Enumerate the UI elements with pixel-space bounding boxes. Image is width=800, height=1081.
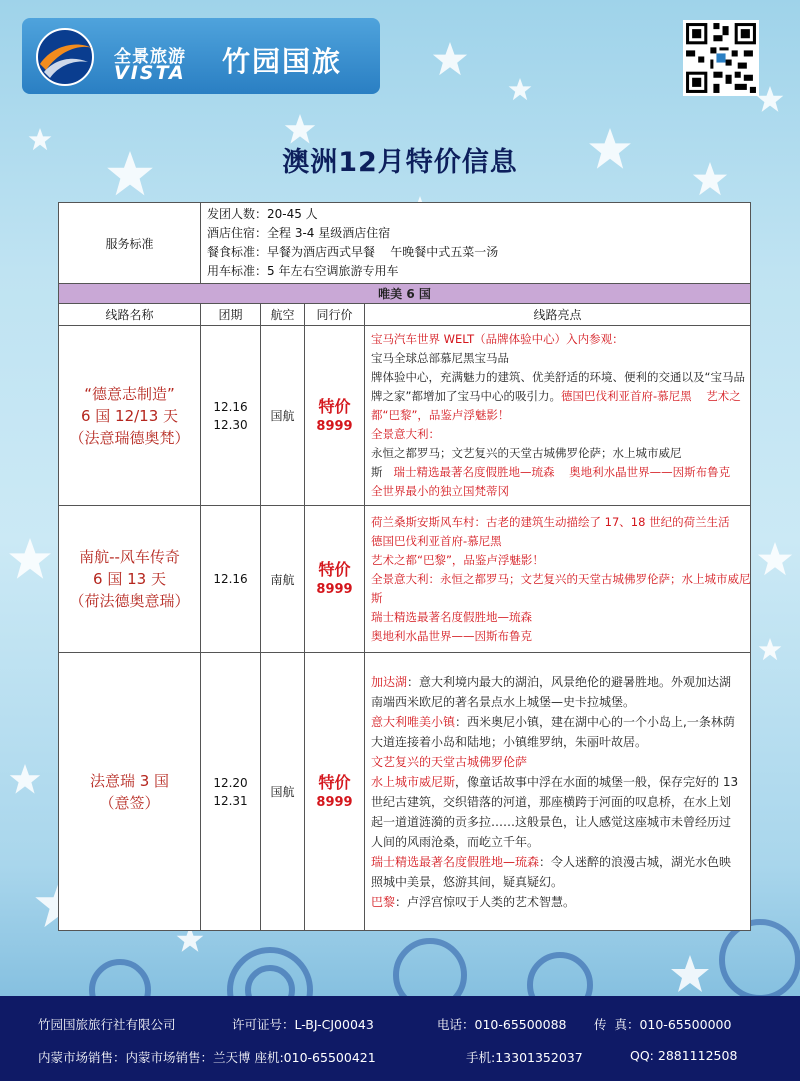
route-name <box>59 326 201 506</box>
highlight-line <box>371 551 744 570</box>
column-header-airline: 航空 <box>261 304 305 326</box>
price-label: 特价 <box>318 560 351 579</box>
highlight-text: 斯 <box>371 465 394 479</box>
highlight-text: 起一道道涟漪的贡多拉……这般景色，让人感觉这座城市未曾经历过 <box>371 814 732 829</box>
route-name-line: 法意瑞 3 国 <box>89 771 170 790</box>
table-row <box>59 653 751 931</box>
highlight-text: 德国巴伐利亚首府-慕尼黑 <box>371 533 502 548</box>
highlight-line <box>371 792 744 812</box>
highlight-text: 牌体验中心，充满魅力的建筑、优美舒适的环境、便利的交通以及“宝马品 <box>371 370 745 384</box>
highlight-text: 意大利唯美小镇 <box>371 714 456 729</box>
highlight-line <box>371 368 744 387</box>
route-name-line: 6 国 12/13 天 <box>80 406 179 425</box>
route-dates <box>201 506 261 653</box>
table-row <box>59 506 751 653</box>
route-name-line: （意签） <box>99 793 160 812</box>
route-name-line: 6 国 13 天 <box>93 570 166 588</box>
route-date: 12.30 <box>213 417 248 432</box>
highlight-text: 艺术之都“巴黎”，品鉴卢浮魅影！ <box>371 552 544 567</box>
page-title: 澳洲12月特价信息 <box>282 147 518 178</box>
highlight-line <box>371 692 744 712</box>
route-name-line: （荷法德奥意瑞） <box>69 592 190 610</box>
footer-fax: 传 真：010-65500000 <box>594 1017 732 1032</box>
globe-logo-icon <box>34 26 96 88</box>
highlight-line <box>371 672 744 692</box>
highlight-line <box>371 532 744 551</box>
route-airline: 国航 <box>261 653 305 931</box>
column-header-route: 线路名称 <box>59 304 201 326</box>
footer-company: 竹园国旅旅行社有限公司 <box>38 1017 176 1032</box>
highlight-text: ：西米奥尼小镇，建在湖中心的一个小岛上,一条林荫 <box>455 714 735 729</box>
highlight-line <box>371 608 744 627</box>
table-row <box>59 326 751 506</box>
service-standard-row <box>59 203 751 284</box>
highlight-line <box>371 463 744 482</box>
highlight-text: 牌之家”都增加了宝马中心的吸引力。 <box>371 389 561 403</box>
highlight-text: 大道连接着小岛和陆地；小镇维罗纳，朱丽叶故居。 <box>371 734 648 749</box>
highlight-line <box>371 712 744 732</box>
highlight-text: 南端西米欧尼的著名景点水上城堡—史卡拉城堡。 <box>371 694 636 709</box>
highlight-text: 全世界最小的独立国梵蒂冈 <box>371 484 509 498</box>
highlight-line <box>371 482 744 501</box>
route-price <box>305 326 365 506</box>
highlight-line <box>371 852 744 872</box>
route-airline: 南航 <box>261 506 305 653</box>
highlight-text: 全景意大利： <box>371 427 440 441</box>
column-header-dates: 团期 <box>201 304 261 326</box>
highlight-text: 水上城市威尼斯 <box>371 774 456 789</box>
service-line-group-size: 发团人数：20-45 人 <box>207 207 318 221</box>
footer-license: 许可证号：L-BJ-CJ00043 <box>232 1017 374 1032</box>
highlight-text: 斯 <box>371 590 383 605</box>
footer <box>0 996 800 1081</box>
section-header-row <box>59 284 751 304</box>
highlight-line <box>371 330 744 368</box>
price-value: 8999 <box>316 794 353 810</box>
route-airline: 国航 <box>261 326 305 506</box>
highlight-text: 巴黎 <box>371 894 396 909</box>
highlight-text: 奥地利水晶世界——因斯布鲁克 <box>371 628 532 643</box>
highlight-text: 文艺复兴的天堂古城佛罗伦萨 <box>371 754 528 769</box>
footer-phone: 电话：010-65500088 <box>437 1017 567 1032</box>
route-date: 12.31 <box>213 793 248 808</box>
brand-logo <box>22 18 380 94</box>
highlight-text: 永恒之都罗马；文艺复兴的天堂古城佛罗伦萨；水上城市威尼 <box>371 446 682 460</box>
highlight-text: 瑞士精选最著名度假胜地—琉森 <box>371 854 540 869</box>
service-line-hotel: 酒店住宿：全程 3-4 星级酒店住宿 <box>207 226 391 240</box>
highlight-line <box>371 732 744 752</box>
qr-code-icon <box>683 20 759 96</box>
highlight-text: 照城中美景，悠游其间，疑真疑幻。 <box>371 874 564 889</box>
footer-mobile: 手机:13301352037 <box>466 1050 583 1065</box>
price-label: 特价 <box>318 772 351 792</box>
section-title: 唯美 6 国 <box>59 284 751 304</box>
highlight-text: ，像童话故事中浮在水面的城堡一般，保存完好的 13 <box>455 774 739 789</box>
highlight-text: ：意大利境内最大的湖泊，风景绝伦的避暑胜地。外观加达湖 <box>407 674 732 689</box>
service-line-transport: 用车标准：5 年左右空调旅游专用车 <box>207 264 399 278</box>
highlight-line <box>371 627 744 646</box>
brand-name: 竹园国旅 <box>222 45 343 78</box>
tour-price-table <box>58 202 751 931</box>
highlight-line <box>371 752 744 772</box>
column-header-row <box>59 304 751 326</box>
highlight-text: 荷兰桑斯安斯风车村：古老的建筑生动描绘了 17、18 世纪的荷兰生活 <box>371 514 730 529</box>
highlight-line <box>371 425 744 463</box>
highlight-text: 加达湖 <box>371 674 408 689</box>
route-date: 12.16 <box>213 399 248 414</box>
route-price <box>305 653 365 931</box>
route-date: 12.16 <box>213 572 248 586</box>
route-price <box>305 506 365 653</box>
highlight-text: 瑞士精选最著名度假胜地—琉森 <box>371 609 532 624</box>
footer-sales: 内蒙市场销售：内蒙市场销售：兰天博 座机:010-65500421 <box>38 1050 376 1065</box>
route-highlights <box>365 326 751 506</box>
highlight-line <box>371 832 744 852</box>
highlight-text: 德国巴伐利亚首府-慕尼黑 艺术之 <box>560 389 741 403</box>
highlight-line <box>371 570 751 589</box>
route-dates <box>201 653 261 931</box>
highlight-text: 宝马全球总部慕尼黑宝马品 <box>371 351 509 365</box>
highlight-line <box>371 387 744 406</box>
highlight-line <box>371 406 744 425</box>
route-date: 12.20 <box>213 775 248 790</box>
highlight-text: 世纪古建筑，交织错落的河道，那座横跨于河面的叹息桥，在水上划 <box>371 794 732 809</box>
highlight-line <box>371 772 744 792</box>
route-name-line: “德意志制造” <box>84 384 175 403</box>
logo-english-text: VISTA <box>114 62 186 84</box>
highlight-line <box>371 892 744 912</box>
highlight-line <box>371 589 744 608</box>
logo-chinese-text: 全景旅游 <box>114 47 186 67</box>
highlight-line <box>371 812 744 832</box>
route-name <box>59 506 201 653</box>
route-highlights <box>365 506 751 653</box>
route-name-line: （法意瑞德奥梵） <box>69 428 190 447</box>
highlight-text: ：卢浮宫惊叹于人类的艺术智慧。 <box>395 894 576 909</box>
route-name-line: 南航--风车传奇 <box>79 548 180 566</box>
highlight-text: 都“巴黎”，品鉴卢浮魅影！ <box>371 408 510 422</box>
highlight-text: 瑞士精选最著名度假胜地—琉森 奥地利水晶世界——因斯布鲁克 <box>393 465 731 479</box>
service-line-meals: 餐食标准：早餐为酒店西式早餐 午晚餐中式五菜一汤 <box>207 245 499 259</box>
price-label: 特价 <box>318 396 351 416</box>
route-name <box>59 653 201 931</box>
highlight-text: 全景意大利：永恒之都罗马；文艺复兴的天堂古城佛罗伦萨；水上城市威尼 <box>371 571 751 586</box>
route-highlights <box>365 653 751 931</box>
service-standard-details <box>201 203 751 284</box>
highlight-line <box>371 872 744 892</box>
route-dates <box>201 326 261 506</box>
price-value: 8999 <box>316 418 353 434</box>
highlight-text: 人间的风雨沧桑，而屹立千年。 <box>371 834 540 849</box>
price-value: 8999 <box>316 582 353 597</box>
footer-qq: QQ: 2881112508 <box>630 1048 738 1063</box>
column-header-highlights: 线路亮点 <box>365 304 751 326</box>
column-header-price: 同行价 <box>305 304 365 326</box>
highlight-line <box>371 513 744 532</box>
highlight-text: ：令人迷醉的浪漫古城，湖光水色映 <box>539 854 732 869</box>
service-standard-label: 服务标准 <box>59 203 201 284</box>
highlight-text: 宝马汽车世界 WELT（品牌体验中心）入内参观： <box>371 332 624 346</box>
